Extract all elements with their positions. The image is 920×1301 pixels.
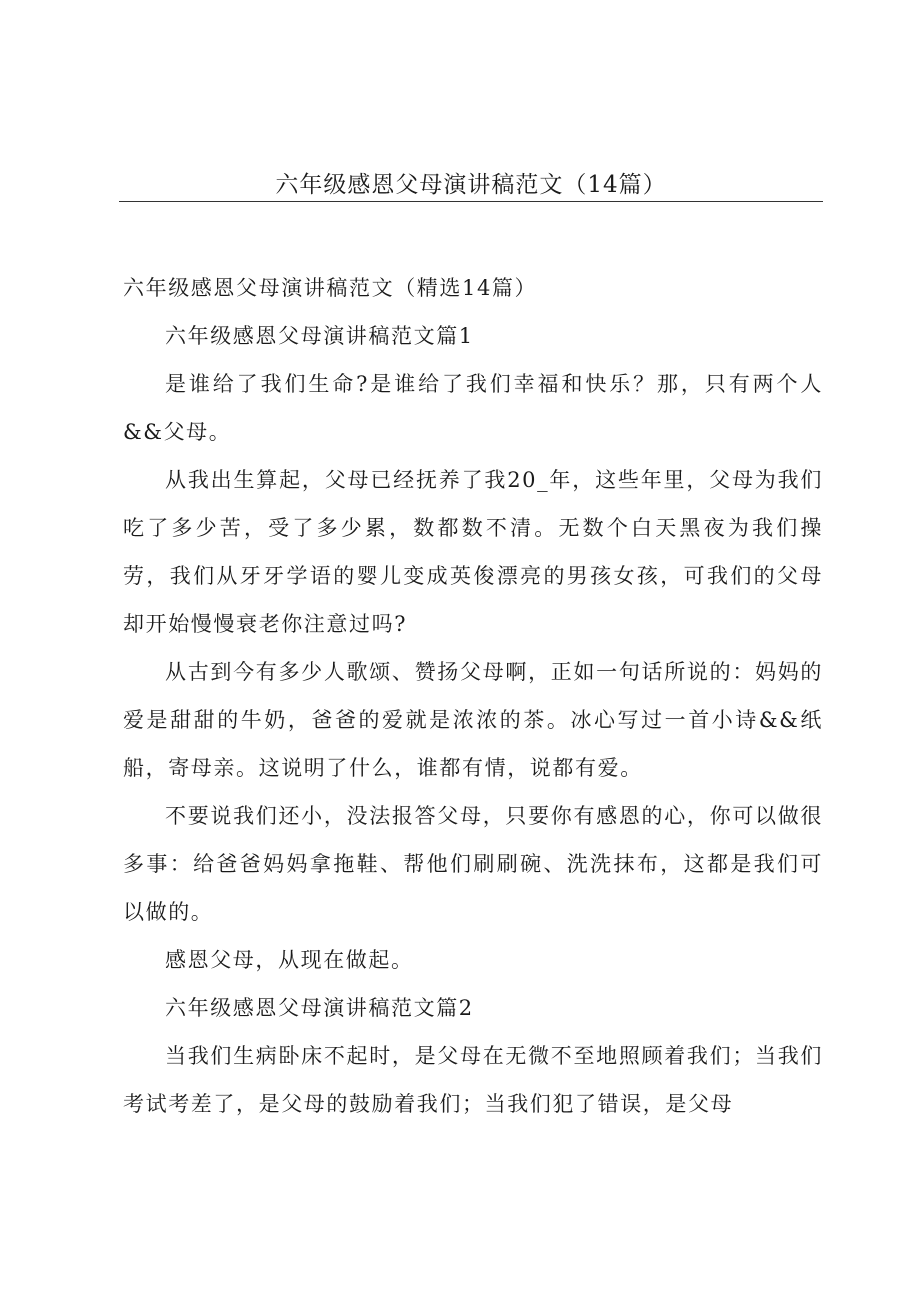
document-subtitle: 六年级感恩父母演讲稿范文（精选14篇） (123, 276, 538, 300)
document-title: 六年级感恩父母演讲稿范文（14篇） (275, 172, 667, 198)
document-body (123, 264, 823, 1128)
paragraph-5: 感恩父母，从现在做起。 (165, 948, 414, 972)
paragraph-3: 从古到今有多少人歌颂、赞扬父母啊，正如一句话所说的：妈妈的爱是甜甜的牛奶，爸爸的爱就是浓浓的茶。冰心写过一首小诗&&纸船，寄母亲。这说明了什么，谁都有情，说都有爱。 (123, 660, 823, 780)
paragraph-6: 当我们生病卧床不起时，是父母在无微不至地照顾着我们；当我们考试考差了，是父母的鼓励着我们；当我们犯了错误，是父母 (123, 1044, 823, 1116)
title-underline (119, 201, 823, 202)
paragraph-1: 是谁给了我们生命?是谁给了我们幸福和快乐？那，只有两个人&&父母。 (123, 372, 823, 444)
paragraph-4: 不要说我们还小，没法报答父母，只要你有感恩的心，你可以做很多事：给爸爸妈妈拿拖鞋、帮他们刷刷碗、洗洗抹布，这都是我们可以做的。 (123, 804, 823, 924)
section-heading-2: 六年级感恩父母演讲稿范文篇2 (165, 996, 474, 1020)
paragraph-2: 从我出生算起，父母已经抚养了我20_年，这些年里，父母为我们吃了多少苦，受了多少累，数都数不清。无数个白天黑夜为我们操劳，我们从牙牙学语的婴儿变成英俊漂亮的男孩女孩，可我们的父母却开始慢慢衰老你注意过吗? (123, 468, 823, 636)
section-heading-1: 六年级感恩父母演讲稿范文篇1 (165, 324, 474, 348)
